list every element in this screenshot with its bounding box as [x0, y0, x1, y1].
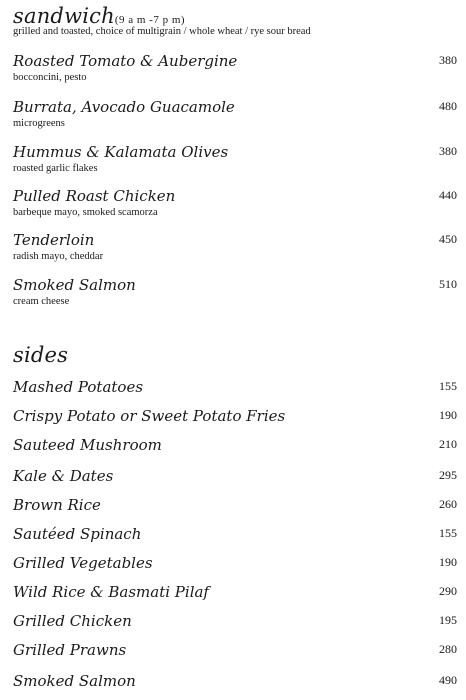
- item-description: roasted garlic flakes: [13, 163, 98, 174]
- item-name: Crispy Potato or Sweet Potato Fries: [13, 407, 286, 425]
- item-name: Mashed Potatoes: [13, 378, 144, 396]
- item-name: Wild Rice & Basmati Pilaf: [13, 583, 209, 601]
- sandwich-hours: (9 a m -7 p m): [114, 14, 186, 26]
- item-name: Grilled Prawns: [13, 641, 127, 659]
- item-description: microgreens: [13, 118, 65, 129]
- item-price: 490: [439, 673, 457, 687]
- item-name: Smoked Salmon: [13, 276, 136, 294]
- menu-item: [13, 231, 457, 263]
- menu-item: [13, 641, 457, 659]
- menu-item: [13, 407, 457, 425]
- menu-item: [13, 436, 457, 454]
- sandwich-heading: [13, 4, 185, 28]
- item-price: 380: [439, 53, 457, 67]
- sandwich-title: sandwich: [13, 4, 115, 28]
- menu-item: [13, 98, 457, 130]
- item-price: 295: [439, 468, 457, 482]
- sandwich-subtitle: grilled and toasted, choice of multigrain / whole wheat / rye sour bread: [13, 26, 311, 37]
- item-description: bocconcini, pesto: [13, 72, 87, 83]
- item-price: 155: [439, 526, 457, 540]
- menu-item: [13, 467, 457, 485]
- menu-item: [13, 496, 457, 514]
- menu-item: [13, 554, 457, 572]
- item-price: 260: [439, 497, 457, 511]
- item-price: 190: [439, 408, 457, 422]
- item-price: 440: [439, 188, 457, 202]
- item-description: cream cheese: [13, 296, 70, 307]
- item-name: Sautéed Spinach: [13, 525, 142, 543]
- item-name: Grilled Vegetables: [13, 554, 153, 572]
- menu-item: [13, 525, 457, 543]
- item-name: Burrata, Avocado Guacamole: [13, 98, 235, 116]
- item-name: Grilled Chicken: [13, 612, 132, 630]
- item-name: Smoked Salmon: [13, 672, 136, 690]
- item-name: Tenderloin: [13, 231, 95, 249]
- item-price: 195: [439, 613, 457, 627]
- item-price: 210: [439, 437, 457, 451]
- menu-item: [13, 52, 457, 84]
- item-name: Pulled Roast Chicken: [13, 187, 176, 205]
- menu-item: [13, 378, 457, 396]
- item-price: 480: [439, 99, 457, 113]
- item-name: Hummus & Kalamata Olives: [13, 143, 229, 161]
- menu-item: [13, 276, 457, 308]
- menu-item: [13, 612, 457, 630]
- item-price: 450: [439, 232, 457, 246]
- item-price: 190: [439, 555, 457, 569]
- sides-heading: sides: [13, 343, 69, 367]
- item-price: 510: [439, 277, 457, 291]
- item-name: Roasted Tomato & Aubergine: [13, 52, 238, 70]
- item-price: 380: [439, 144, 457, 158]
- menu-item: [13, 583, 457, 601]
- menu-item: [13, 672, 457, 690]
- menu-item: [13, 143, 457, 175]
- item-price: 290: [439, 584, 457, 598]
- item-name: Sauteed Mushroom: [13, 436, 162, 454]
- item-description: barbeque mayo, smoked scamorza: [13, 207, 158, 218]
- menu-item: [13, 187, 457, 219]
- item-name: Brown Rice: [13, 496, 101, 514]
- item-name: Kale & Dates: [13, 467, 114, 485]
- item-price: 155: [439, 379, 457, 393]
- item-description: radish mayo, cheddar: [13, 251, 104, 262]
- item-price: 280: [439, 642, 457, 656]
